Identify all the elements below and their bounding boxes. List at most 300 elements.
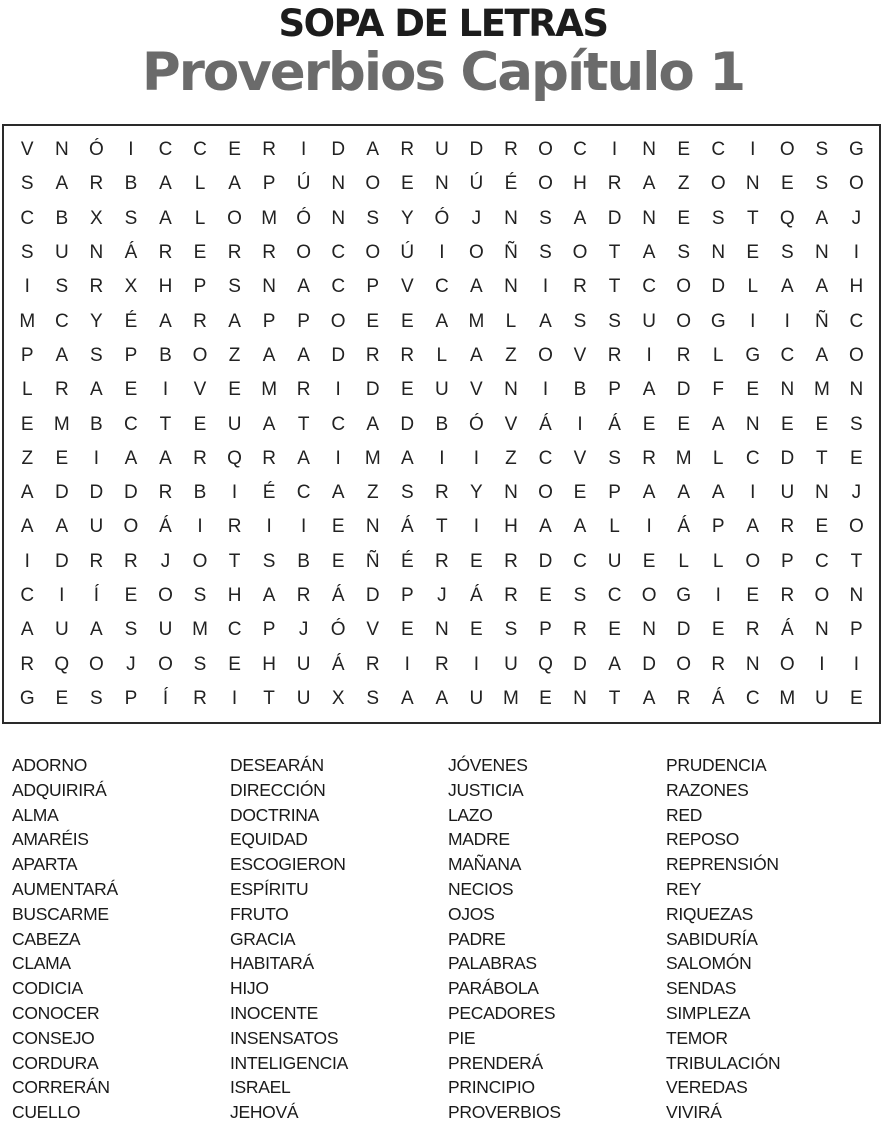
grid-letter[interactable]: C (193, 139, 207, 161)
grid-letter[interactable]: I (24, 276, 30, 298)
grid-letter[interactable]: A (20, 619, 34, 641)
grid-letter[interactable]: N (711, 242, 726, 264)
grid-letter[interactable]: N (745, 413, 760, 435)
grid-letter[interactable]: N (434, 173, 449, 195)
grid-letter[interactable]: T (608, 276, 621, 298)
grid-letter[interactable]: I (646, 516, 652, 538)
grid-letter[interactable]: É (124, 310, 138, 332)
grid-letter[interactable]: R (158, 482, 173, 504)
grid-letter[interactable]: P (124, 687, 138, 709)
grid-letter[interactable]: I (473, 653, 480, 675)
grid-letter[interactable]: B (124, 173, 138, 195)
grid-letter[interactable]: N (780, 379, 795, 401)
grid-letter[interactable]: M (779, 687, 796, 709)
grid-letter[interactable]: Á (677, 516, 690, 538)
grid-letter[interactable]: O (538, 482, 553, 504)
grid-letter[interactable]: N (642, 207, 656, 229)
grid-letter[interactable]: O (538, 344, 553, 366)
grid-letter[interactable]: A (20, 516, 34, 538)
grid-letter[interactable]: B (159, 344, 172, 366)
grid-letter[interactable]: A (331, 482, 345, 504)
grid-letter[interactable]: R (227, 242, 242, 264)
grid-letter[interactable]: O (641, 585, 657, 606)
grid-letter[interactable]: S (90, 687, 103, 709)
grid-letter[interactable]: J (851, 207, 862, 229)
grid-letter[interactable]: M (813, 379, 830, 401)
grid-letter[interactable]: E (677, 207, 690, 229)
grid-letter[interactable]: O (572, 242, 588, 264)
grid-letter[interactable]: Z (505, 344, 517, 366)
grid-letter[interactable]: E (642, 413, 656, 435)
grid-letter[interactable]: M (53, 413, 70, 435)
grid-letter[interactable]: I (301, 139, 307, 161)
grid-letter[interactable]: N (504, 276, 518, 298)
grid-letter[interactable]: A (159, 173, 172, 195)
grid-letter[interactable]: E (573, 482, 587, 504)
grid-letter[interactable]: X (90, 207, 103, 229)
grid-letter[interactable]: P (400, 585, 414, 606)
grid-letter[interactable]: Á (124, 242, 138, 264)
grid-letter[interactable]: N (504, 207, 518, 229)
grid-letter[interactable]: A (400, 447, 414, 469)
grid-letter[interactable]: A (159, 207, 172, 229)
grid-letter[interactable]: A (55, 516, 69, 538)
grid-letter[interactable]: Ñ (504, 242, 518, 264)
grid-letter[interactable]: P (711, 516, 725, 538)
grid-letter[interactable]: T (228, 550, 241, 572)
grid-letter[interactable]: O (814, 585, 830, 606)
grid-letter[interactable]: T (436, 516, 448, 538)
grid-letter[interactable]: D (89, 482, 104, 504)
grid-letter[interactable]: E (677, 139, 690, 161)
grid-letter[interactable]: D (54, 482, 69, 504)
grid-letter[interactable]: R (434, 653, 449, 675)
grid-letter[interactable]: E (780, 173, 794, 195)
grid-letter[interactable]: I (301, 516, 307, 538)
grid-letter[interactable]: U (469, 687, 484, 709)
grid-letter[interactable]: T (297, 413, 310, 435)
grid-letter[interactable]: D (400, 413, 415, 435)
grid-letter[interactable]: A (642, 482, 656, 504)
grid-letter[interactable]: B (435, 413, 449, 435)
grid-letter[interactable]: S (20, 242, 34, 264)
grid-letter[interactable]: I (59, 585, 65, 606)
grid-letter[interactable]: R (89, 173, 104, 195)
grid-letter[interactable]: A (746, 516, 760, 538)
grid-letter[interactable]: P (608, 379, 621, 401)
grid-letter[interactable]: L (505, 310, 517, 332)
grid-letter[interactable]: T (816, 447, 828, 469)
grid-letter[interactable]: Ó (88, 139, 104, 161)
grid-letter[interactable]: S (55, 276, 69, 298)
grid-letter[interactable]: E (331, 516, 345, 538)
grid-letter[interactable]: A (470, 276, 483, 298)
grid-letter[interactable]: D (365, 379, 380, 401)
grid-letter[interactable]: U (434, 139, 449, 161)
grid-letter[interactable]: L (21, 379, 33, 401)
grid-letter[interactable]: O (779, 139, 795, 161)
grid-letter[interactable]: Z (677, 173, 690, 195)
grid-letter[interactable]: P (20, 344, 34, 366)
grid-letter[interactable]: I (231, 687, 238, 709)
grid-letter[interactable]: H (158, 276, 173, 298)
grid-letter[interactable]: C (745, 447, 760, 469)
grid-letter[interactable]: O (745, 550, 761, 572)
grid-letter[interactable]: A (124, 447, 138, 469)
grid-letter[interactable]: C (849, 310, 864, 332)
grid-letter[interactable]: H (227, 585, 242, 606)
grid-letter[interactable]: S (400, 482, 414, 504)
grid-letter[interactable]: R (642, 447, 656, 469)
grid-letter[interactable]: U (158, 619, 173, 641)
grid-letter[interactable]: P (608, 482, 621, 504)
grid-letter[interactable]: A (90, 619, 103, 641)
grid-letter[interactable]: R (573, 619, 587, 641)
grid-letter[interactable]: É (400, 550, 414, 572)
grid-letter[interactable]: R (124, 550, 138, 572)
grid-letter[interactable]: L (678, 550, 689, 572)
grid-letter[interactable]: E (470, 550, 483, 572)
grid-letter[interactable]: S (573, 310, 587, 332)
grid-letter[interactable]: Ú (469, 173, 484, 195)
grid-letter[interactable]: I (577, 413, 583, 435)
grid-letter[interactable]: E (366, 310, 380, 332)
grid-letter[interactable]: T (608, 687, 621, 709)
grid-letter[interactable]: R (193, 310, 207, 332)
grid-letter[interactable]: D (607, 207, 622, 229)
grid-letter[interactable]: A (677, 482, 690, 504)
grid-letter[interactable]: R (400, 139, 415, 161)
grid-letter[interactable]: N (262, 276, 276, 298)
grid-letter[interactable]: C (538, 447, 553, 469)
grid-letter[interactable]: B (297, 550, 310, 572)
grid-letter[interactable]: R (262, 447, 276, 469)
grid-letter[interactable]: S (366, 687, 380, 709)
grid-letter[interactable]: N (434, 619, 449, 641)
grid-letter[interactable]: O (676, 653, 692, 675)
grid-letter[interactable]: N (331, 207, 346, 229)
grid-letter[interactable]: A (159, 447, 172, 469)
grid-letter[interactable]: Y (90, 310, 103, 332)
grid-letter[interactable]: R (607, 344, 622, 366)
grid-letter[interactable]: S (850, 413, 863, 435)
grid-letter[interactable]: E (815, 516, 829, 538)
grid-letter[interactable]: R (780, 585, 795, 606)
grid-letter[interactable]: U (54, 242, 69, 264)
grid-letter[interactable]: E (20, 413, 34, 435)
grid-letter[interactable]: E (400, 379, 414, 401)
grid-letter[interactable]: Z (505, 447, 517, 469)
grid-letter[interactable]: N (745, 653, 760, 675)
grid-letter[interactable]: A (642, 687, 656, 709)
grid-letter[interactable]: D (676, 619, 691, 641)
grid-letter[interactable]: L (712, 550, 724, 572)
grid-letter[interactable]: Ó (434, 207, 450, 229)
grid-letter[interactable]: A (539, 516, 552, 538)
grid-letter[interactable]: Ó (296, 207, 312, 229)
grid-letter[interactable]: O (849, 173, 864, 195)
grid-letter[interactable]: S (124, 619, 138, 641)
grid-letter[interactable]: Á (711, 687, 725, 709)
grid-letter[interactable]: M (19, 310, 36, 332)
grid-letter[interactable]: T (608, 242, 621, 264)
grid-letter[interactable]: M (261, 207, 278, 229)
grid-letter[interactable]: A (400, 687, 414, 709)
grid-letter[interactable]: Z (21, 447, 34, 469)
grid-letter[interactable]: S (677, 242, 690, 264)
grid-letter[interactable]: I (611, 139, 618, 161)
grid-letter[interactable]: E (677, 413, 690, 435)
grid-letter[interactable]: A (642, 242, 656, 264)
grid-letter[interactable]: E (711, 619, 725, 641)
grid-letter[interactable]: C (814, 550, 829, 572)
grid-letter[interactable]: Ñ (814, 310, 829, 332)
grid-letter[interactable]: R (711, 653, 726, 675)
grid-letter[interactable]: H (849, 276, 864, 298)
grid-letter[interactable]: P (366, 276, 380, 298)
grid-letter[interactable]: E (124, 585, 138, 606)
grid-letter[interactable]: S (608, 310, 621, 332)
grid-letter[interactable]: E (850, 687, 863, 709)
grid-letter[interactable]: T (263, 687, 275, 709)
grid-letter[interactable]: O (365, 242, 381, 264)
grid-letter[interactable]: S (228, 276, 241, 298)
grid-letter[interactable]: C (331, 242, 346, 264)
grid-letter[interactable]: A (815, 207, 829, 229)
grid-letter[interactable]: O (158, 653, 173, 675)
grid-letter[interactable]: A (539, 310, 552, 332)
grid-letter[interactable]: I (646, 344, 652, 366)
grid-letter[interactable]: E (850, 447, 863, 469)
grid-letter[interactable]: A (262, 585, 276, 606)
grid-letter[interactable]: P (850, 619, 863, 641)
grid-letter[interactable]: E (193, 242, 207, 264)
grid-letter[interactable]: S (366, 207, 380, 229)
grid-letter[interactable]: P (780, 550, 794, 572)
grid-letter[interactable]: E (228, 379, 241, 401)
grid-letter[interactable]: I (335, 447, 341, 469)
grid-letter[interactable]: N (814, 482, 829, 504)
grid-letter[interactable]: C (20, 207, 35, 229)
grid-letter[interactable]: O (158, 585, 173, 606)
grid-letter[interactable]: N (504, 482, 518, 504)
grid-letter[interactable]: C (745, 687, 760, 709)
grid-letter[interactable]: E (228, 139, 241, 161)
grid-letter[interactable]: R (504, 550, 518, 572)
grid-letter[interactable]: S (504, 619, 518, 641)
grid-letter[interactable]: B (55, 207, 69, 229)
grid-letter[interactable]: C (711, 139, 726, 161)
grid-letter[interactable]: M (468, 310, 485, 332)
grid-letter[interactable]: Y (470, 482, 483, 504)
grid-letter[interactable]: L (609, 516, 620, 538)
grid-letter[interactable]: T (850, 550, 863, 572)
grid-letter[interactable]: P (124, 344, 138, 366)
grid-letter[interactable]: Z (228, 344, 241, 366)
grid-letter[interactable]: O (227, 207, 242, 229)
grid-letter[interactable]: I (197, 516, 203, 538)
grid-letter[interactable]: A (711, 413, 725, 435)
grid-letter[interactable]: A (297, 344, 310, 366)
grid-letter[interactable]: P (262, 173, 276, 195)
grid-letter[interactable]: B (573, 379, 587, 401)
grid-letter[interactable]: I (266, 516, 272, 538)
grid-letter[interactable]: C (434, 276, 449, 298)
grid-letter[interactable]: R (227, 516, 242, 538)
grid-letter[interactable]: E (746, 585, 760, 606)
grid-letter[interactable]: E (400, 619, 414, 641)
grid-letter[interactable]: R (780, 516, 795, 538)
grid-letter[interactable]: M (364, 447, 381, 469)
grid-letter[interactable]: Y (400, 207, 414, 229)
grid-letter[interactable]: T (159, 413, 172, 435)
grid-letter[interactable]: R (745, 619, 760, 641)
grid-letter[interactable]: D (780, 447, 795, 469)
grid-letter[interactable]: E (55, 687, 69, 709)
grid-letter[interactable]: U (54, 619, 69, 641)
grid-letter[interactable]: P (539, 619, 552, 641)
grid-letter[interactable]: O (538, 139, 553, 161)
grid-letter[interactable]: R (676, 687, 691, 709)
grid-letter[interactable]: R (193, 687, 207, 709)
grid-letter[interactable]: J (851, 482, 862, 504)
grid-letter[interactable]: V (504, 413, 518, 435)
grid-letter[interactable]: Í (93, 585, 99, 606)
grid-letter[interactable]: Á (331, 653, 345, 675)
grid-letter[interactable]: A (435, 310, 449, 332)
grid-letter[interactable]: S (539, 242, 552, 264)
grid-letter[interactable]: U (814, 687, 829, 709)
grid-letter[interactable]: O (849, 516, 864, 538)
grid-letter[interactable]: Ó (468, 413, 484, 435)
grid-letter[interactable]: A (642, 379, 656, 401)
grid-letter[interactable]: A (55, 173, 69, 195)
grid-letter[interactable]: P (262, 619, 276, 641)
grid-letter[interactable]: R (296, 585, 311, 606)
grid-letter[interactable]: R (400, 344, 415, 366)
grid-letter[interactable]: D (573, 653, 587, 675)
grid-letter[interactable]: I (542, 379, 549, 401)
grid-letter[interactable]: I (750, 139, 756, 161)
grid-letter[interactable]: L (712, 344, 724, 366)
grid-letter[interactable]: Á (470, 585, 483, 606)
grid-letter[interactable]: I (542, 276, 549, 298)
grid-letter[interactable]: I (473, 447, 480, 469)
grid-letter[interactable]: A (815, 344, 829, 366)
grid-letter[interactable]: J (471, 207, 482, 229)
grid-letter[interactable]: N (849, 585, 864, 606)
grid-letter[interactable]: S (573, 585, 587, 606)
grid-letter[interactable]: A (573, 516, 587, 538)
grid-letter[interactable]: I (750, 482, 756, 504)
grid-letter[interactable]: O (296, 242, 312, 264)
grid-letter[interactable]: E (331, 550, 345, 572)
grid-letter[interactable]: A (470, 344, 483, 366)
grid-letter[interactable]: A (159, 310, 172, 332)
grid-letter[interactable]: C (331, 276, 346, 298)
grid-letter[interactable]: N (814, 619, 829, 641)
grid-letter[interactable]: R (607, 173, 622, 195)
grid-letter[interactable]: A (642, 173, 656, 195)
grid-letter[interactable]: B (193, 482, 207, 504)
grid-letter[interactable]: V (470, 379, 483, 401)
grid-letter[interactable]: Á (400, 516, 414, 538)
grid-letter[interactable]: R (89, 550, 104, 572)
grid-letter[interactable]: D (331, 139, 346, 161)
grid-letter[interactable]: A (90, 379, 103, 401)
grid-letter[interactable]: Q (538, 653, 553, 675)
grid-letter[interactable]: C (642, 276, 656, 298)
grid-letter[interactable]: J (160, 550, 171, 572)
grid-letter[interactable]: C (227, 619, 242, 641)
grid-letter[interactable]: P (297, 310, 310, 332)
grid-letter[interactable]: C (158, 139, 173, 161)
grid-letter[interactable]: R (573, 276, 587, 298)
grid-letter[interactable]: I (162, 379, 169, 401)
grid-letter[interactable]: E (124, 379, 138, 401)
grid-letter[interactable]: A (711, 482, 725, 504)
grid-letter[interactable]: E (55, 447, 69, 469)
grid-letter[interactable]: É (504, 173, 518, 195)
grid-letter[interactable]: H (573, 173, 587, 195)
grid-letter[interactable]: C (780, 344, 795, 366)
grid-letter[interactable]: Ú (400, 242, 415, 264)
grid-letter[interactable]: C (20, 585, 35, 606)
grid-letter[interactable]: S (711, 207, 725, 229)
grid-letter[interactable]: E (780, 413, 794, 435)
grid-letter[interactable]: S (262, 550, 276, 572)
grid-letter[interactable]: O (365, 173, 381, 195)
grid-letter[interactable]: N (573, 687, 587, 709)
grid-letter[interactable]: R (54, 379, 69, 401)
grid-letter[interactable]: N (849, 379, 864, 401)
grid-letter[interactable]: M (675, 447, 692, 469)
grid-letter[interactable]: S (608, 447, 621, 469)
grid-letter[interactable]: I (93, 447, 99, 469)
grid-letter[interactable]: S (90, 344, 103, 366)
grid-letter[interactable]: O (88, 653, 104, 675)
grid-letter[interactable]: C (124, 413, 138, 435)
grid-letter[interactable]: M (503, 687, 519, 709)
grid-letter[interactable]: L (436, 344, 448, 366)
grid-letter[interactable]: B (90, 413, 103, 435)
grid-letter[interactable]: Í (162, 687, 169, 709)
grid-letter[interactable]: E (193, 413, 207, 435)
grid-letter[interactable]: I (24, 550, 30, 572)
grid-letter[interactable]: Á (331, 585, 345, 606)
grid-letter[interactable]: E (815, 413, 829, 435)
grid-letter[interactable]: Ó (330, 619, 346, 641)
grid-letter[interactable]: V (193, 379, 207, 401)
grid-letter[interactable]: Q (227, 447, 242, 469)
grid-letter[interactable]: U (227, 413, 242, 435)
grid-letter[interactable]: O (779, 653, 795, 675)
grid-letter[interactable]: A (262, 344, 276, 366)
grid-letter[interactable]: Q (54, 653, 70, 675)
grid-letter[interactable]: D (54, 550, 69, 572)
grid-letter[interactable]: I (439, 242, 445, 264)
grid-letter[interactable]: I (404, 653, 410, 675)
grid-letter[interactable]: A (366, 139, 380, 161)
grid-letter[interactable]: I (231, 482, 238, 504)
grid-letter[interactable]: I (750, 310, 756, 332)
grid-letter[interactable]: R (158, 242, 173, 264)
grid-letter[interactable]: J (298, 619, 309, 641)
grid-letter[interactable]: Ú (296, 173, 311, 195)
grid-letter[interactable]: D (711, 276, 726, 298)
grid-letter[interactable]: O (676, 310, 692, 332)
grid-letter[interactable]: R (89, 276, 104, 298)
